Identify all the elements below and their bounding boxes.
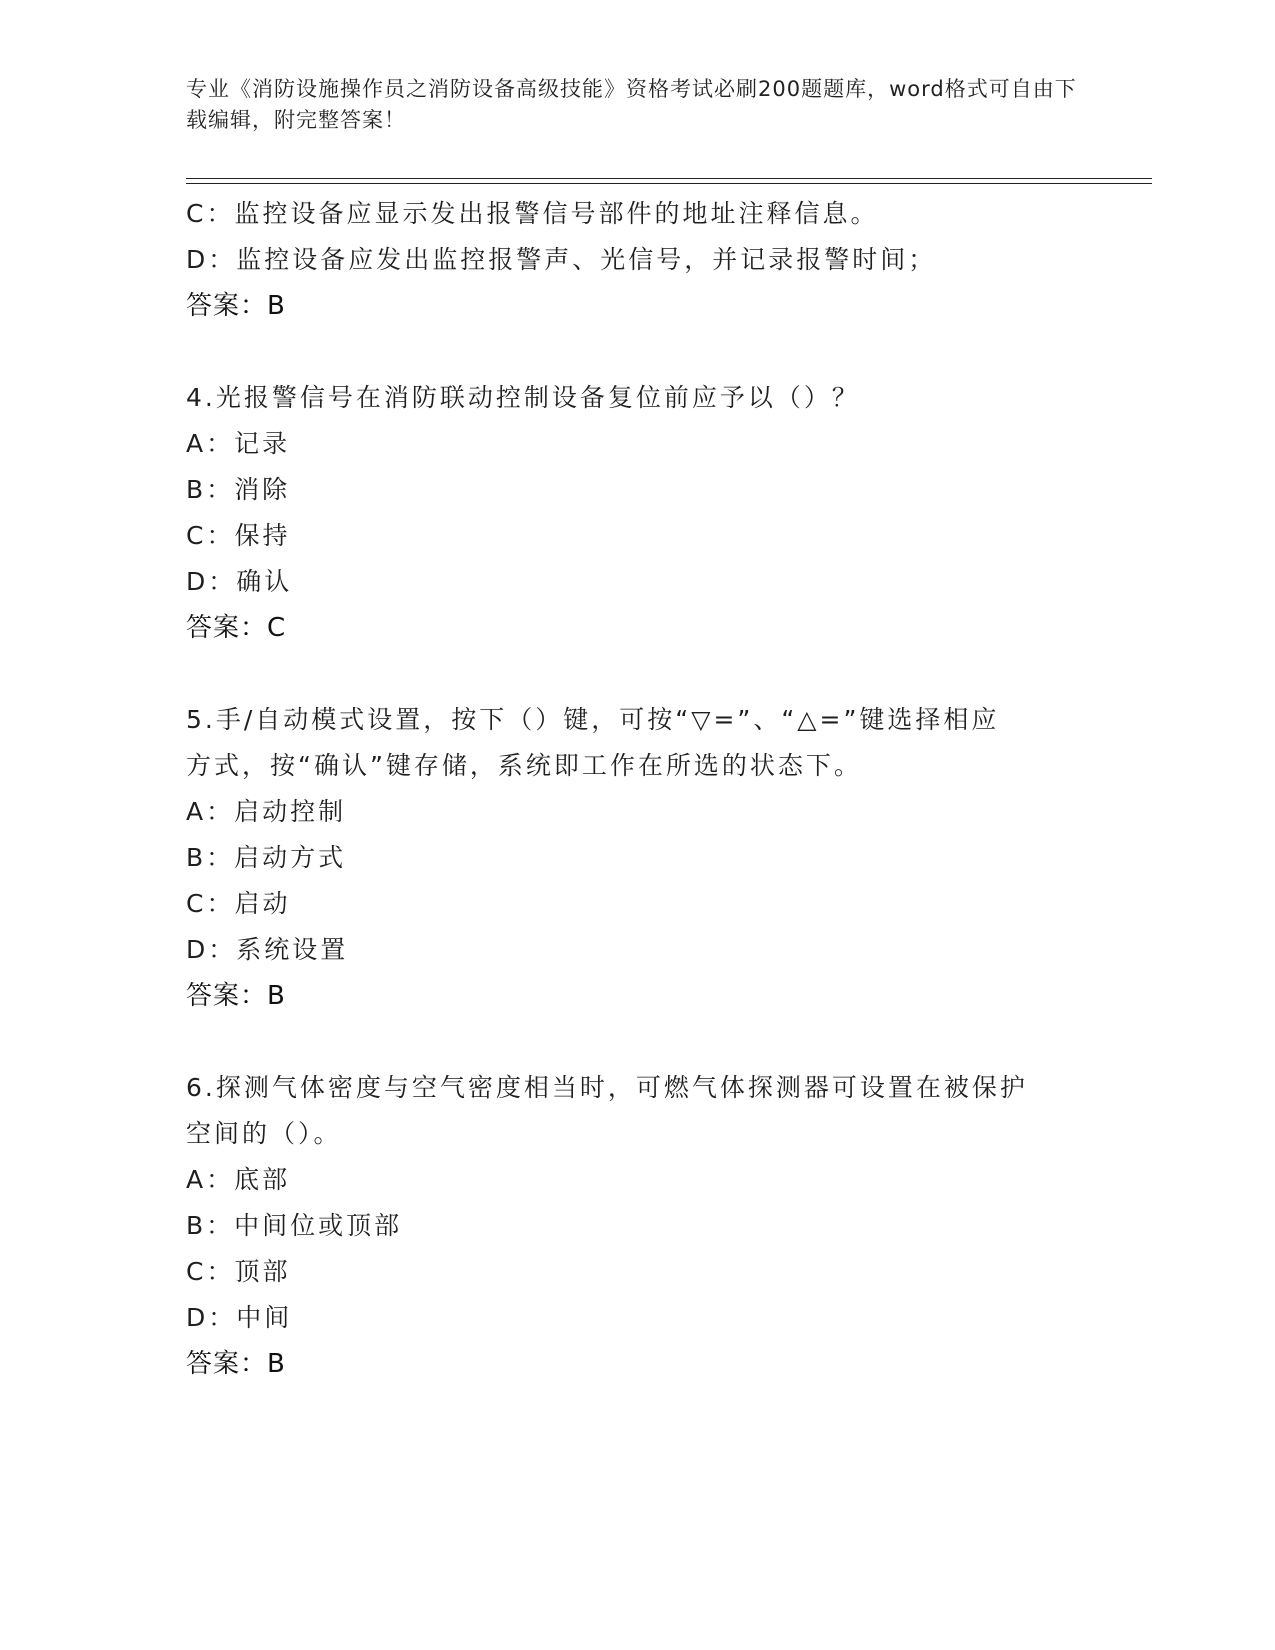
option-a: A：记录 [186,429,291,458]
question-5 [186,697,1116,1019]
option-d: D：中间 [186,1303,293,1332]
answer: 答案：B [186,291,286,321]
spacer [186,1019,1116,1065]
spacer [186,329,1116,375]
question-list [186,191,1116,1387]
header-rule-bottom [186,183,1152,184]
question-text-line-1: 5.手/自动模式设置，按下（）键，可按“▽=”、“△=”键选择相应 [186,705,1000,734]
question-text-line-2: 空间的（）。 [186,1119,342,1148]
option-a: A：启动控制 [186,797,347,826]
header-rule-top [186,178,1152,179]
option-d: D：确认 [186,567,293,596]
question-text: 4.光报警信号在消防联动控制设备复位前应予以（）？ [186,383,860,412]
question-3-tail [186,191,1116,329]
option-c: C：保持 [186,521,291,550]
answer: 答案：B [186,981,286,1011]
option-b: B：启动方式 [186,843,347,872]
document-header [186,74,1086,136]
option-d: D：系统设置 [186,935,349,964]
question-6 [186,1065,1116,1387]
question-text-line-1: 6.探测气体密度与空气密度相当时，可燃气体探测器可设置在被保护 [186,1073,1028,1102]
spacer [186,651,1116,697]
question-4 [186,375,1116,651]
option-c: C：启动 [186,889,291,918]
option-b: B：中间位或顶部 [186,1211,403,1240]
answer: 答案：B [186,1349,286,1379]
option-a: A：底部 [186,1165,291,1194]
option-d: D：监控设备应发出监控报警声、光信号，并记录报警时间； [186,245,937,274]
header-title: 专业《消防设施操作员之消防设备高级技能》资格考试必刷200题题库，word格式可自由下载编辑，附完整答案！ [186,77,1077,132]
option-c: C：顶部 [186,1257,291,1286]
answer: 答案：C [186,613,287,643]
question-text-line-2: 方式，按“确认”键存储，系统即工作在所选的状态下。 [186,751,862,780]
option-c: C：监控设备应显示发出报警信号部件的地址注释信息。 [186,199,879,228]
option-b: B：消除 [186,475,291,504]
